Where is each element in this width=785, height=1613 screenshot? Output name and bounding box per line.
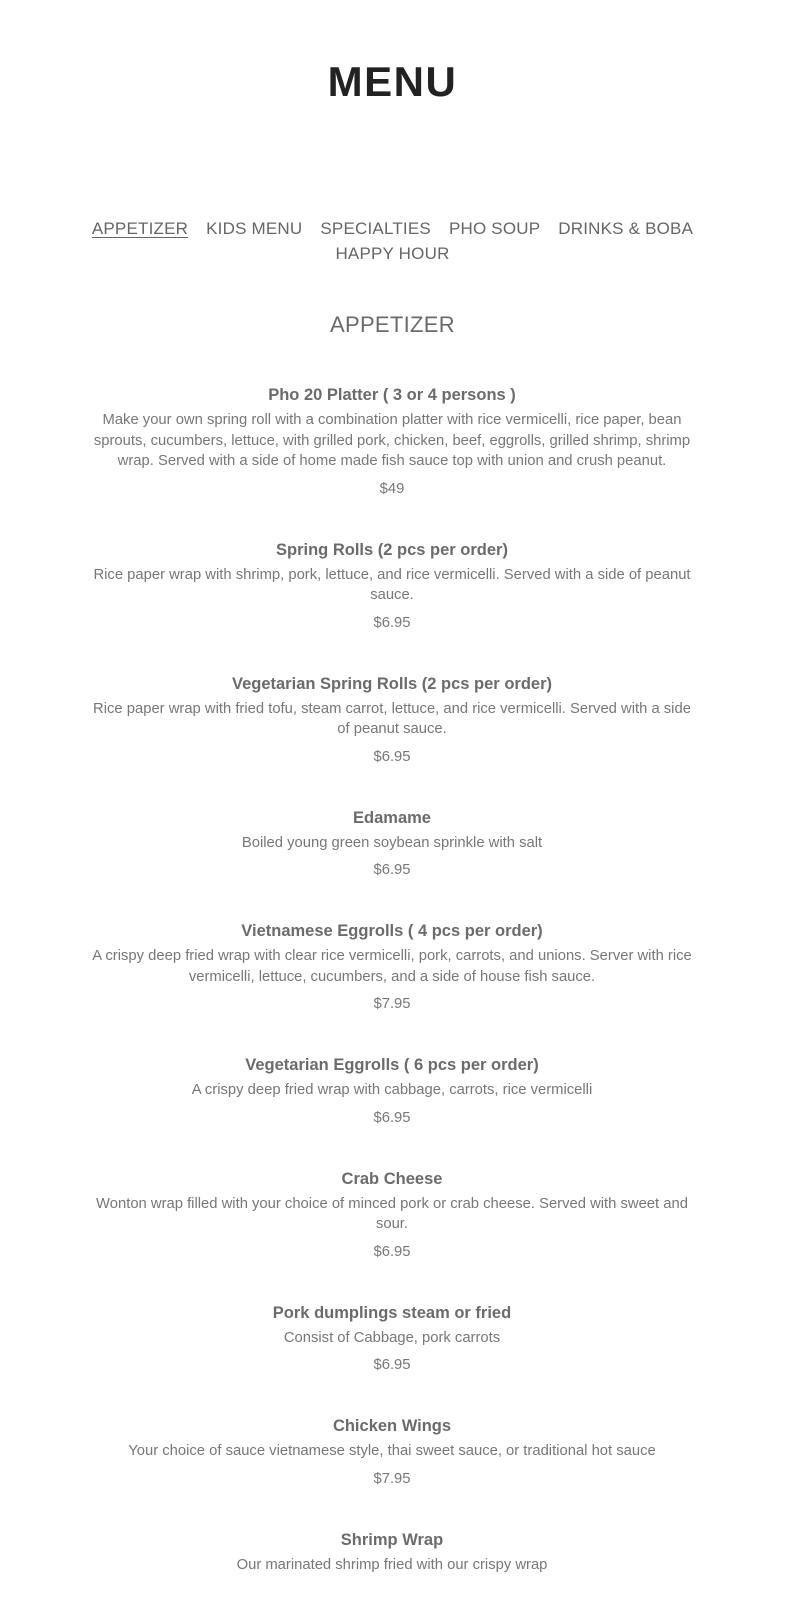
menu-item xyxy=(92,382,692,499)
menu-item-description: Boiled young green soybean sprinkle with salt xyxy=(241,834,543,851)
page-title: MENU xyxy=(327,58,458,105)
menu-item-description: A crispy deep fried wrap with clear rice vermicelli, pork, carrots, and unions. Server with rice vermicelli, lettuce, cucumbers, and a side of house fish sauce. xyxy=(92,948,692,985)
menu-item-price: $49 xyxy=(379,480,405,497)
menu-item-description: A crispy deep fried wrap with cabbage, carrots, rice vermicelli xyxy=(191,1082,593,1098)
menu-item-name: Vietnamese Eggrolls ( 4 pcs per order) xyxy=(241,922,543,940)
menu-item-price: $6.95 xyxy=(373,748,411,765)
menu-item-name: Vegetarian Eggrolls ( 6 pcs per order) xyxy=(245,1056,539,1074)
tab-appetizer[interactable]: APPETIZER xyxy=(91,219,189,238)
menu-item xyxy=(92,1527,692,1576)
menu-item-name: Chicken Wings xyxy=(332,1417,452,1435)
menu-item-list xyxy=(92,382,692,1613)
menu-item-price: $6.95 xyxy=(373,1243,411,1260)
section-title: APPETIZER xyxy=(330,312,455,337)
menu-item-name: Pork dumplings steam or fried xyxy=(272,1303,512,1322)
menu-item-description: Your choice of sauce vietnamese style, thai sweet sauce, or traditional hot sauce xyxy=(128,1443,656,1459)
menu-item-description: Make your own spring roll with a combination platter with rice vermicelli, rice paper, bean sprouts, cucumbers, lettuce, with grilled pork, chicken, beef, eggrolls, grilled shrimp, shrimp wrap. Served with a side of home made fish sauce top with union and crush peanut. xyxy=(93,412,691,469)
menu-item xyxy=(92,1166,692,1262)
menu-item-description: Our marinated shrimp fried with our crispy wrap xyxy=(236,1556,548,1573)
menu-item-description: Consist of Cabbage, pork carrots xyxy=(283,1329,501,1346)
menu-item-description: Wonton wrap filled with your choice of minced pork or crab cheese. Served with sweet and sour. xyxy=(96,1195,688,1232)
menu-category-nav xyxy=(80,216,705,266)
menu-item xyxy=(92,1300,692,1376)
tab-drinks-boba[interactable]: DRINKS & BOBA xyxy=(558,219,694,238)
tab-specialties[interactable]: SPECIALTIES xyxy=(320,219,431,238)
tab-pho-soup[interactable]: PHO SOUP xyxy=(448,219,541,238)
menu-item-description: Rice paper wrap with shrimp, pork, lettuce, and rice vermicelli. Served with a side of peanut sauce. xyxy=(93,566,691,603)
menu-item xyxy=(92,918,692,1014)
menu-item xyxy=(92,1413,692,1489)
menu-item xyxy=(92,1052,692,1128)
menu-item xyxy=(92,671,692,767)
menu-item-price: $6.95 xyxy=(373,1357,411,1373)
menu-item xyxy=(92,537,692,633)
menu-item-description: Rice paper wrap with fried tofu, steam carrot, lettuce, and rice vermicelli. Served with a side of peanut sauce. xyxy=(93,700,691,737)
menu-item-name: Edamame xyxy=(353,808,431,827)
menu-item-name: Shrimp Wrap xyxy=(340,1530,444,1549)
menu-item-name: Crab Cheese xyxy=(341,1169,443,1188)
menu-item-price: $6.95 xyxy=(373,614,411,631)
tab-happy-hour[interactable]: HAPPY HOUR xyxy=(335,244,450,263)
menu-item xyxy=(92,805,692,881)
menu-item-price: $6.95 xyxy=(373,1109,411,1126)
menu-item-name: Pho 20 Platter ( 3 or 4 persons ) xyxy=(268,386,516,404)
tab-kids-menu[interactable]: KIDS MENU xyxy=(206,219,303,238)
menu-item-name: Spring Rolls (2 pcs per order) xyxy=(276,540,508,559)
menu-item-price: $6.95 xyxy=(373,862,411,878)
menu-item-price: $7.95 xyxy=(373,996,411,1012)
menu-item-name: Vegetarian Spring Rolls (2 pcs per order) xyxy=(231,674,552,693)
menu-item-price: $7.95 xyxy=(373,1470,411,1487)
